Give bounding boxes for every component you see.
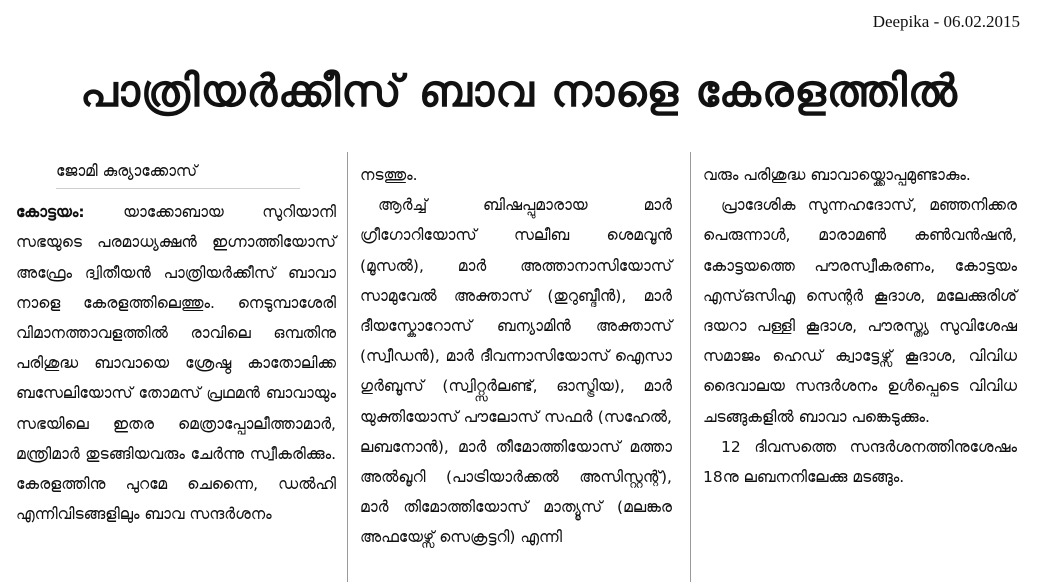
paragraph-text: യാക്കോബായ സുറിയാനി സഭയുടെ പരമാധ്യക്ഷൻ ഇഗ്നാത്തിയോസ് അഫ്രേം ദ്വിതീയൻ പാത്രിയർക്കീസ് ബാവാ നാളെ കേരളത്തിലെത്തും. നെടുമ്പാശേരി വിമാനത്താവളത്തിൽ രാവിലെ ഒമ്പതിനു പരിശുദ്ധ ബാവായെ ശ്രേഷ്ഠ കാതോലിക്ക ബസേലിയോസ് തോമസ് പ്രഥമൻ ബാവായും സഭയിലെ ഇതര മെത്രാപ്പോലീത്താമാർ, മന്ത്രിമാർ തുടങ്ങിയവരും ചേർന്നു സ്വീകരിക്കും. കേരളത്തിനു പുറമേ ചെന്നൈ, ഡൽഹി എന്നിവിടങ്ങളിലും ബാവ സന്ദർശനം: [16, 203, 336, 524]
paragraph: നടത്തും.: [360, 166, 418, 184]
paragraph: [16, 197, 336, 529]
byline: ജോമി കുര്യാക്കോസ്: [56, 156, 300, 189]
paragraph: 12 ദിവസത്തെ സന്ദർശനത്തിനുശേഷം 18നു ലബനനിലേക്കു മടങ്ങും.: [703, 437, 1017, 487]
headline: പാത്രിയർക്കീസ് ബാവ നാളെ കേരളത്തിൽ: [80, 66, 958, 117]
column-divider: [690, 152, 691, 582]
newspaper-source-date: Deepika - 06.02.2015: [872, 12, 1020, 31]
column-divider: [347, 152, 348, 582]
paragraph: ആർച്ച് ബിഷപ്പുമാരായ മാർ ഗ്രീഗോറിയോസ് സലീബ ശെമവൂൻ (മൂസൽ), മാർ അത്താനാസിയോസ് സാമുവേൽ അക്താസ് (തുറുബ്ദീൻ), മാർ ദീയസ്കോറോസ് ബന്യാമിൻ അക്താസ് (സ്വീഡൻ), മാർ ദീവന്നാസിയോസ് ഐസാ ഗുർബൂസ് (സ്വിറ്റ്സർലണ്ട്, ഓസ്ട്രിയ), മാർ യുക്തിയോസ് പൗലോസ് സഫർ (സഹേൽ, ലബനോൻ), മാർ തീമോത്തിയോസ് മത്താ അൽഖൂറി (പാട്രിയാർക്കൽ അസിസ്റ്റന്റ്), മാർ തിമോത്തിയോസ് മാത്യൂസ് (മലങ്കര അഫയേഴ്സ് സെക്രട്ടറി) എന്നി: [360, 196, 672, 547]
article-column-2: [360, 160, 672, 553]
dateline: കോട്ടയം:: [16, 203, 85, 222]
paragraph: വരും പരിശുദ്ധ ബാവായ്ക്കൊപ്പമുണ്ടാകും.: [703, 166, 971, 184]
article-column-3: [703, 160, 1017, 492]
article-column-1: [16, 160, 336, 529]
paragraph: പ്രാദേശിക സുന്നഹദോസ്, മഞ്ഞനിക്കര പെരുന്നാൾ, മാരാമൺ കൺവൻഷൻ, കോട്ടയത്തെ പൗരസ്വീകരണം, കോട്ടയം എസ്ഒസിഎ സെന്റർ കൂദാശ, മലേക്കുരിശ് ദയറാ പള്ളി കൂദാശ, പൗരസ്ത്യ സുവിശേഷ സമാജം ഹെഡ് ക്വാട്ടേഴ്സ് കൂദാശ, വിവിധ ദൈവാലയ സന്ദർശനം ഉൾപ്പെടെ വിവിധ ചടങ്ങുകളിൽ ബാവാ പങ്കെടുക്കും.: [703, 196, 1017, 426]
